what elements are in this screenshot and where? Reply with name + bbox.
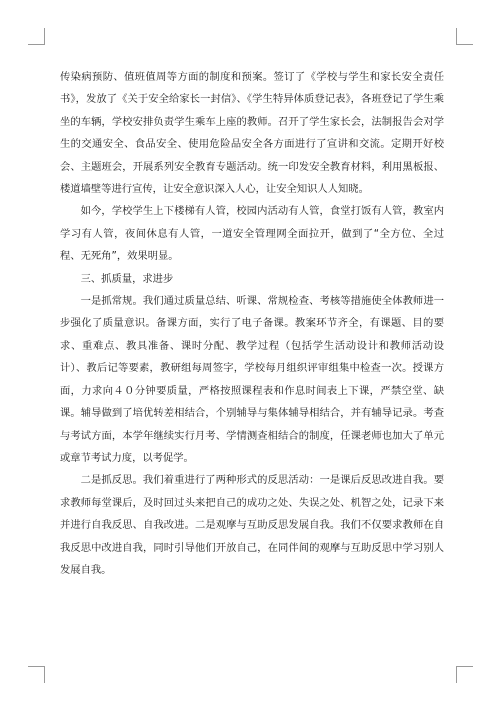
crop-mark-bottom-left [28, 666, 45, 683]
crop-mark-top-right [456, 28, 473, 45]
paragraph-safety-measures: 传染病预防、值班值周等方面的制度和预案。签订了《学校与学生和家长安全责任书》，发放了《关于安全给家长一封信》、《学生特异体质登记表》，各班登记了学生乘坐的车辆，学校安排负责学生乘车上座的教师。召开了学生家长会，法制报告会对学生的交通安全、食品安全、使用危险品安全各方面进行了宣讲和交流。定期开好校会、主题班会，开展系列安全教育专题活动。统一印发安全教育材料，利用黑板报、楼道墙壁等进行宣传，让安全意识深入人心，让安全知识人人知晓。 [60, 71, 444, 196]
crop-mark-bottom-right [456, 666, 473, 683]
document-body [60, 66, 444, 581]
paragraph-safety-result: 如今，学校学生上下楼梯有人管，校园内活动有人管，食堂打饭有人管，教室内学习有人管，夜间休息有人管，一道安全管理网全面拉开，做到了“全方位、全过程、无死角”，效果明显。 [60, 205, 444, 263]
crop-mark-top-left [28, 28, 45, 45]
section-heading-quality: 三、抓质量，求进步 [80, 272, 174, 285]
paragraph-routine: 一是抓常规。我们通过质量总结、听课、常规检查、考核等措施使全体教师进一步强化了质量意识。备课方面，实行了电子备课。教案环节齐全，有课题、目的要求、重难点、教具准备、课时分配、教学过程（包括学生活动设计和教师活动设计）、教后记等要素，教研组每周签字，学校每月组织评审组集中检查一次。授课方面，力求向４０分钟要质量，严格按照课程表和作息时间表上下课，严禁空堂、缺课。辅导做到了培优转差相结合，个别辅导与集体辅导相结合，并有辅导记录。考查与考试方面，本学年继续实行月考、学情测查相结合的制度，任课老师也加大了单元或章节考试力度，以考促学。 [60, 295, 444, 464]
paragraph-reflection: 二是抓反思。我们着重进行了两种形式的反思活动：一是课后反思改进自我。要求教师每堂课后，及时回过头来把自己的成功之处、失误之处、机智之处，记录下来并进行自我反思、自我改进。二是观摩与互助反思发展自我。我们不仅要求教师在自我反思中改进自我，同时引导他们开放自己，在同伴间的观摩与互助反思中学习别人发展自我。 [60, 474, 444, 576]
